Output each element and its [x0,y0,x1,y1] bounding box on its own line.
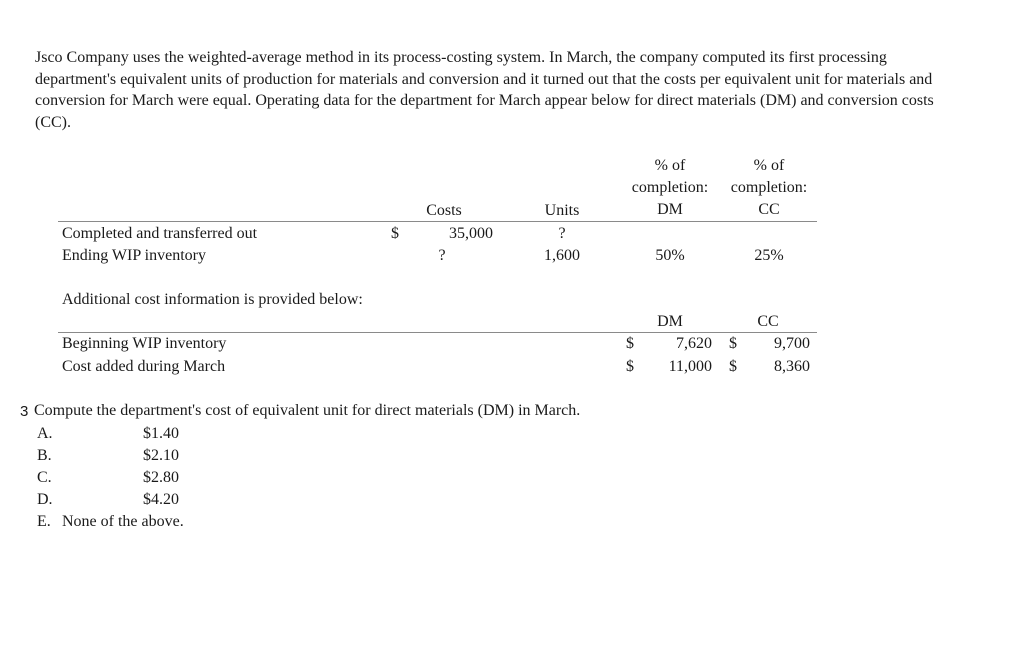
header-dm: DM [657,313,683,330]
header-cc: CC [757,313,779,330]
row-costs: 35,000 [449,225,493,242]
header-cc-line3: CC [758,201,780,218]
header-cc-line1: % of [753,157,785,174]
option-value-e[interactable]: None of the above. [62,513,184,530]
row-label-ending-wip: Ending WIP inventory [62,247,206,264]
row-label-beginning-wip: Beginning WIP inventory [62,335,227,352]
header-units: Units [544,202,580,219]
header-dm-line3: DM [657,201,683,218]
row-units: 1,600 [544,247,580,264]
row-label-completed: Completed and transferred out [62,225,258,242]
question-text: Compute the department's cost of equivalent unit for direct materials (DM) in March. [34,402,581,419]
intro-line: conversion for March were equal. Operating data for the department for March appear below for direct materials (DM) and conversion costs [35,92,934,109]
row-label-cost-added: Cost added during March [62,358,226,375]
additional-info-label: Additional cost information is provided below: [62,291,363,308]
row-dm-completion: 50% [655,247,685,264]
row-dm-cost: 7,620 [676,335,712,352]
table1-header-rule [58,221,817,222]
row-cc-currency: $ [729,335,737,352]
header-costs: Costs [426,202,462,219]
row-currency: $ [391,225,399,242]
row-dm-currency: $ [626,335,634,352]
row-costs: ? [438,247,446,264]
intro-line: Jsco Company uses the weighted-average method in its process-costing system. In March, the company computed its first processing [35,49,887,66]
row-dm-cost: 11,000 [668,358,712,375]
intro-paragraph [35,47,1020,133]
option-value-d[interactable]: $4.20 [143,491,179,508]
row-units: ? [558,225,566,242]
option-value-b[interactable]: $2.10 [143,447,179,464]
option-letter-e: E. [37,513,51,530]
row-cc-cost: 9,700 [774,335,810,352]
row-cc-currency: $ [729,358,737,375]
row-cc-completion: 25% [754,247,784,264]
table2-header-rule [58,332,817,333]
intro-line: department's equivalent units of production for materials and conversion and it turned out that the costs per equivalent unit for materials and [35,70,933,88]
header-cc-line2: completion: [730,179,808,196]
row-dm-currency: $ [626,358,634,375]
option-letter-b: B. [37,447,52,464]
option-letter-c: C. [37,469,52,486]
option-value-c[interactable]: $2.80 [143,469,179,486]
header-dm-line1: % of [654,157,686,174]
option-value-a[interactable]: $1.40 [143,425,179,442]
option-letter-d: D. [37,491,53,508]
intro-line: (CC). [35,113,71,131]
row-cc-cost: 8,360 [774,358,810,375]
header-dm-line2: completion: [631,179,709,196]
question-number: 3 [20,403,29,420]
option-letter-a: A. [37,425,53,442]
